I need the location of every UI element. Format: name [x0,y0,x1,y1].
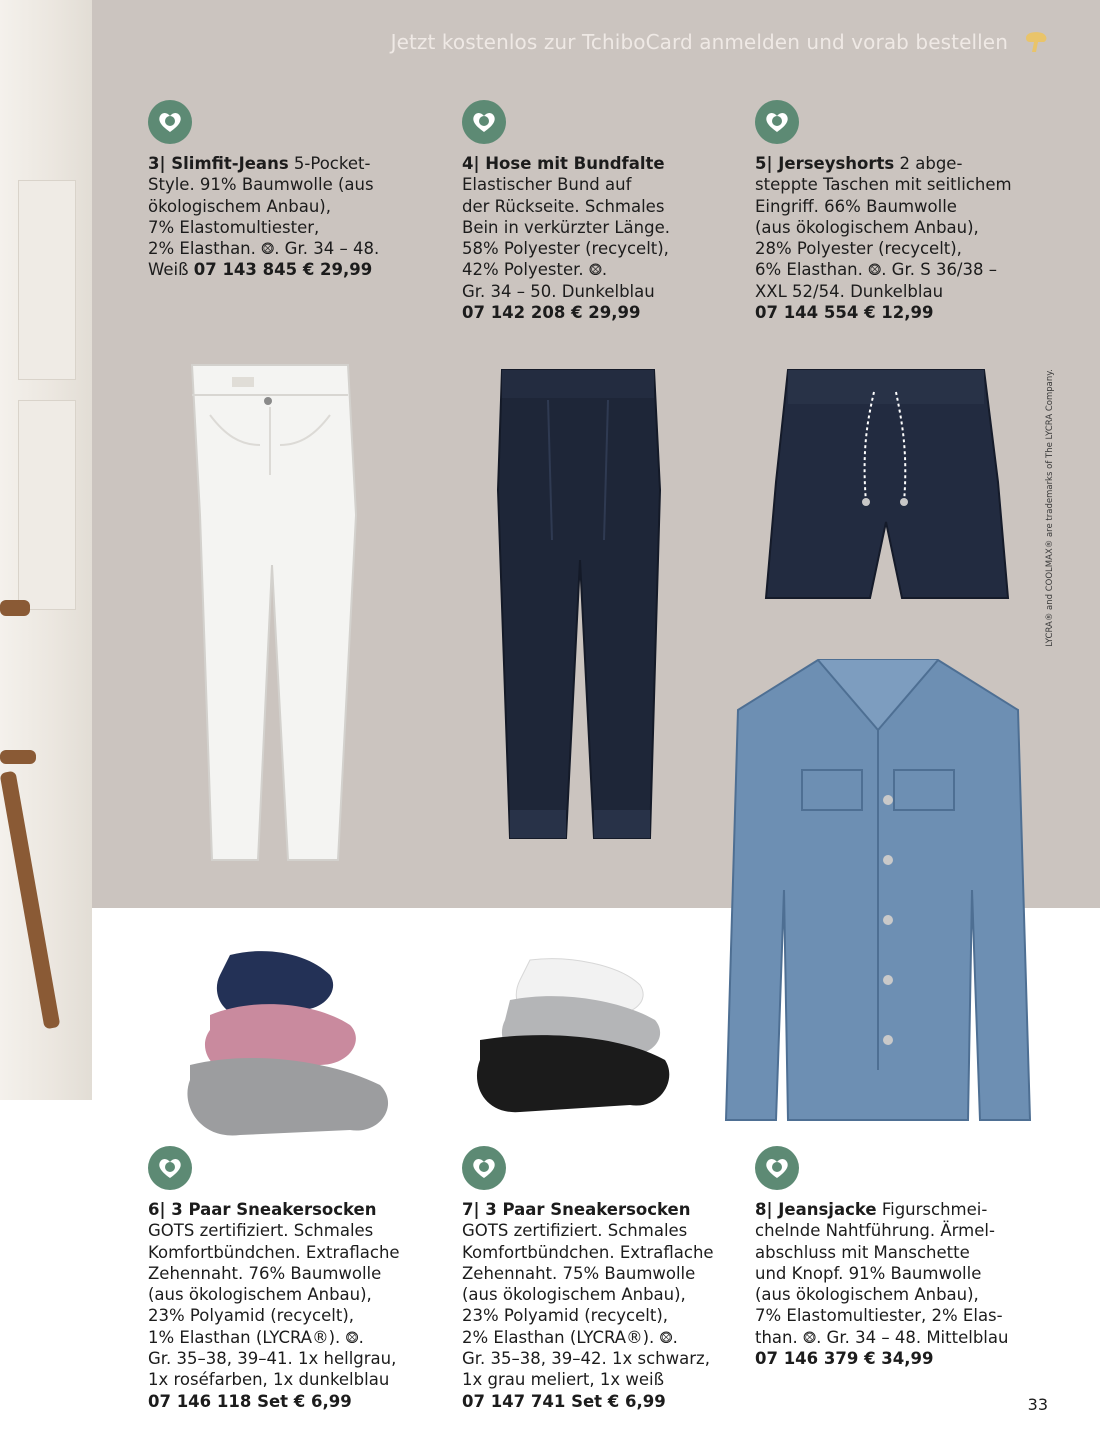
navy-shorts-image [762,362,1012,612]
eco-globe-icon [462,100,506,144]
product-price-line: 07 147 741 Set € 6,99 [462,1391,666,1411]
wash-symbol-icon: ⨷ [261,239,275,259]
product-description: 5-Pocket- Style. 91% Baumwolle (aus ökologischem Anbau), 7% Elastomultiester, 2% Elasthan. [148,154,374,259]
product-jeansjacke [755,1199,1045,1369]
socks-set-1-image [180,935,410,1145]
product-jerseyshorts [755,153,1045,323]
product-title: 8| Jeansjacke [755,1200,877,1219]
eco-globe-icon [755,1146,799,1190]
product-title: 5| Jerseyshorts [755,154,895,173]
white-jeans-image [170,355,370,875]
product-description-cont: . Gr. 34 – 48. Mittelblau [816,1327,1009,1347]
wash-symbol-icon: ⨷ [803,1327,817,1347]
wall-panel [18,400,76,610]
product-sneakersocken-1 [148,1199,448,1412]
product-description: GOTS zertifiziert. Schmales Komfortbündchen. Extraflache Zehennaht. 75% Baumwolle (aus ökologischem Anbau), 23% Polyamid (recycelt), 2% Elasthan (LYCRA®). [462,1221,714,1347]
denim-jacket-image [718,650,1038,1130]
chair-leg [0,771,60,1030]
product-description: 2 abge- steppte Taschen mit seitlichem Eingriff. 66% Baumwolle (aus ökologischem Anbau), 28% Polyester (recycelt), 6% Elasthan. [755,154,1012,280]
product-description-cont: . Gr. 35–38, 39–41. 1x hellgrau, 1x roséfarben, 1x dunkelblau [148,1327,397,1390]
header-promo-text: Jetzt kostenlos zur TchiboCard anmelden und vorab bestellen [390,30,1008,54]
product-description: Figurschmei- chelnde Nahtführung. Ärmel- abschluss mit Manschette und Knopf. 91% Baumwolle (aus ökologischem Anbau), 7% Elastomultiester, 2% Elas- than. [755,1200,1003,1347]
wash-symbol-icon: ⨷ [659,1327,673,1347]
navy-trousers-image [488,360,668,850]
wash-symbol-icon: ⨷ [588,260,602,280]
chair-seat [0,600,30,616]
wall-panel [18,180,76,380]
product-hose-bundfalte [462,153,742,323]
product-slimfit-jeans [148,153,438,281]
product-description-cont: . Gr. S 36/38 – XXL 52/54. Dunkelblau [755,260,997,301]
eco-globe-icon [148,100,192,144]
eco-globe-icon [462,1146,506,1190]
page-number: 33 [1027,1395,1048,1414]
eco-globe-icon [755,100,799,144]
eco-globe-icon [148,1146,192,1190]
product-title: 7| 3 Paar Sneakersocken [462,1200,691,1219]
product-title: 3| Slimfit-Jeans [148,154,289,173]
product-title: 4| Hose mit Bundfalte [462,154,665,173]
socks-set-2-image [470,950,680,1130]
product-description: GOTS zertifiziert. Schmales Komfortbündchen. Extraflache Zehennaht. 76% Baumwolle (aus ökologischem Anbau), 23% Polyamid (recycelt), 1% Elasthan (LYCRA®). [148,1221,400,1347]
product-title: 6| 3 Paar Sneakersocken [148,1200,377,1219]
product-sneakersocken-2 [462,1199,752,1412]
trademark-notice [1040,348,1060,668]
trademark-text: LYCRA® and COOLMAX® are trademarks of The LYCRA Company. [1045,369,1055,647]
product-description-cont: . Gr. 34 – 50. Dunkelblau [462,260,655,301]
chair-rail [0,750,36,764]
product-price-line: 07 144 554 € 12,99 [755,303,934,323]
product-description: Elastischer Bund auf der Rückseite. Schmales Bein in verkürzter Länge. 58% Polyester (recycelt), 42% Polyester. [462,175,670,280]
background-interior-photo [0,0,92,1100]
product-price-line: 07 146 379 € 34,99 [755,1349,934,1369]
wash-symbol-icon: ⨷ [868,260,882,280]
product-description-cont: . Gr. 34 – 48. Weiß [148,239,380,280]
product-price-line: 07 142 208 € 29,99 [462,303,641,323]
tchibo-logo-icon [1022,28,1050,56]
product-description-cont: . Gr. 35–38, 39–42. 1x schwarz, 1x grau meliert, 1x weiß [462,1327,710,1390]
product-price-line: 07 146 118 Set € 6,99 [148,1391,352,1411]
wash-symbol-icon: ⨷ [345,1327,359,1347]
product-price-line: 07 143 845 € 29,99 [193,260,373,280]
